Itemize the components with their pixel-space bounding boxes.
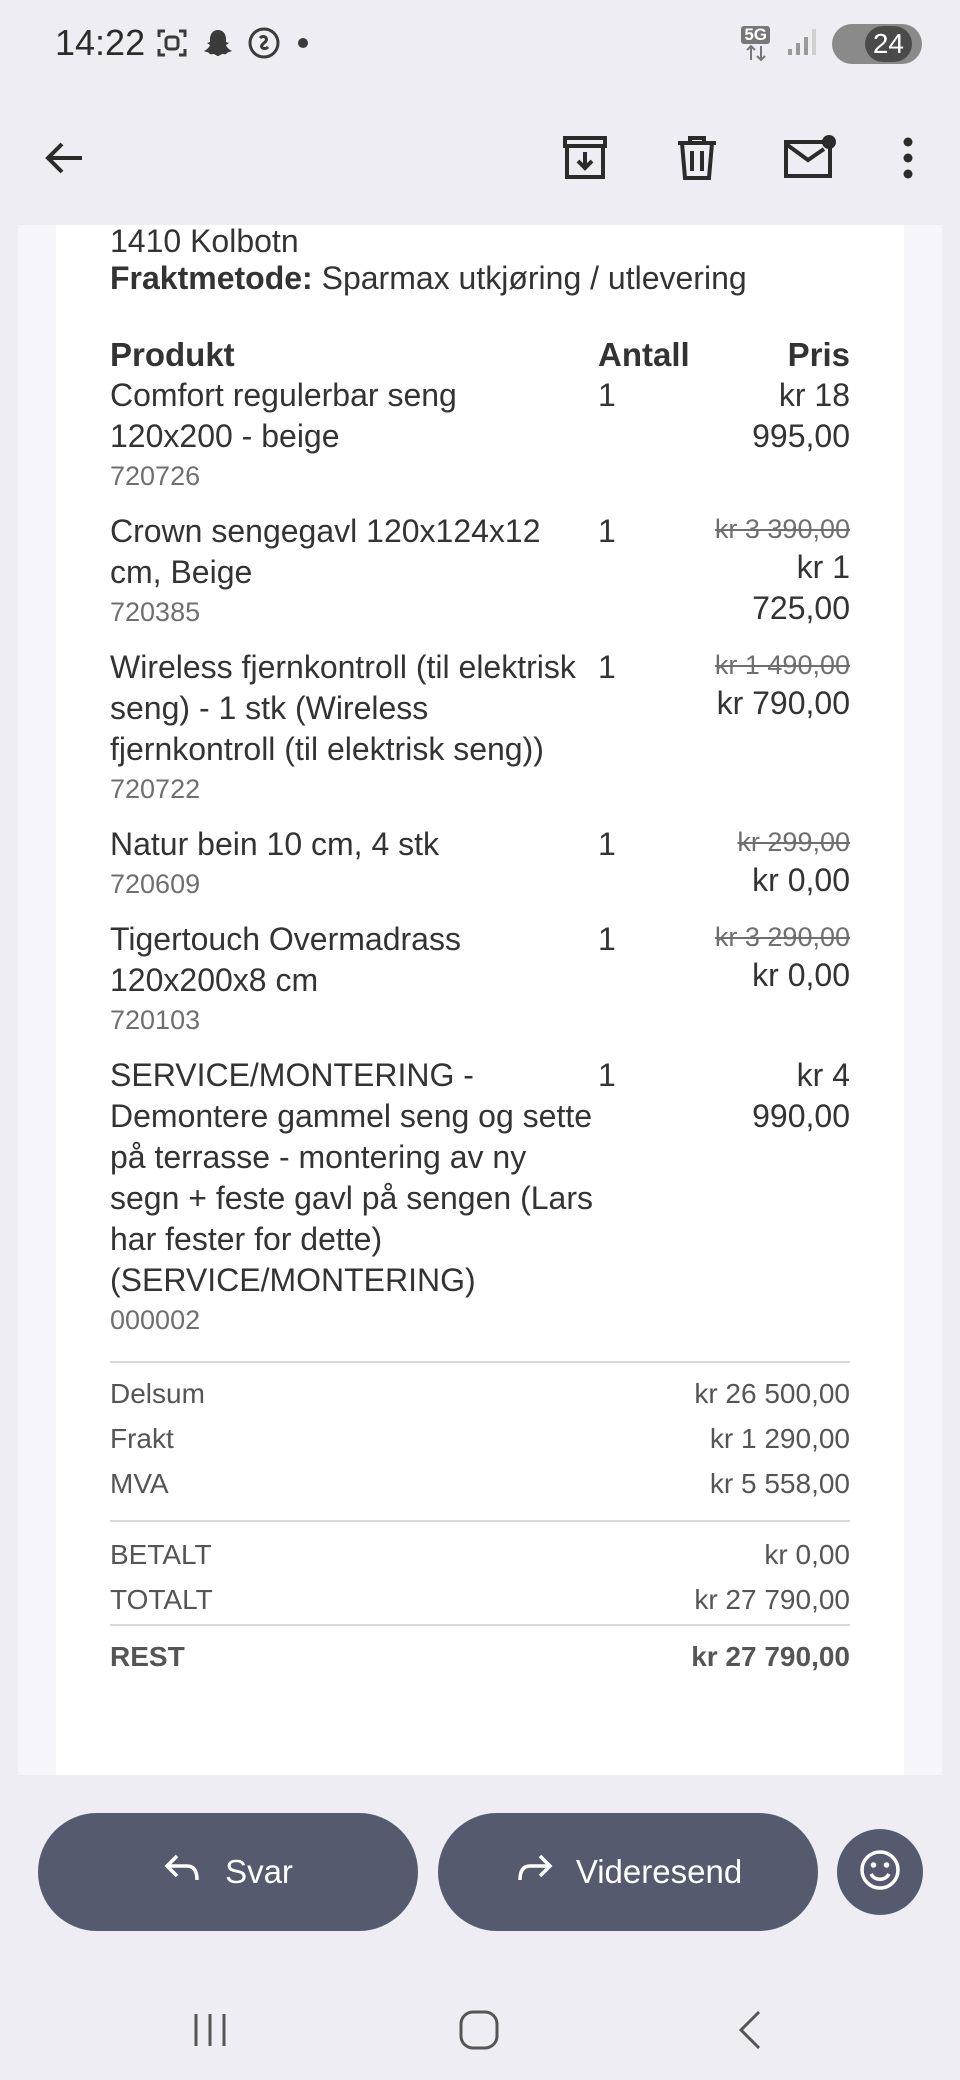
item-name: Crown sengegavl 120x124x12 cm, Beige <box>110 513 541 590</box>
subtotal-row <box>110 1371 850 1416</box>
subtotal-value: kr 26 500,00 <box>694 1378 850 1409</box>
item-old-price: kr 3 290,00 <box>714 922 850 952</box>
shipping-row <box>110 1416 850 1461</box>
reply-label: Svar <box>225 1853 293 1890</box>
header-product: Produkt <box>110 336 235 373</box>
shazam-icon <box>247 26 281 65</box>
forward-label: Videresend <box>575 1853 743 1890</box>
address-line: 1410 Kolbotn <box>110 223 299 259</box>
reply-button[interactable] <box>38 1813 418 1931</box>
shipping-method <box>110 258 850 299</box>
total-value: kr 27 790,00 <box>694 1584 850 1615</box>
totals-section <box>110 1361 850 1679</box>
status-notification-icons <box>155 26 313 65</box>
status-system-icons <box>741 24 922 64</box>
item-sku: 720722 <box>110 774 201 804</box>
item-sku: 720385 <box>110 597 201 627</box>
signal-icon <box>784 25 818 64</box>
archive-icon[interactable] <box>555 128 615 188</box>
paid-label: BETALT <box>110 1539 212 1570</box>
header-price: Pris <box>787 336 850 373</box>
item-qty: 1 <box>598 513 616 549</box>
item-qty: 1 <box>598 1057 616 1093</box>
dot-icon <box>293 26 313 65</box>
rest-label: REST <box>110 1641 185 1672</box>
rest-value: kr 27 790,00 <box>691 1641 850 1672</box>
paid-total-group <box>110 1520 850 1622</box>
subtotal-label: Delsum <box>110 1378 205 1409</box>
shipping-label: Frakt <box>110 1423 174 1454</box>
item-old-price: kr 3 390,00 <box>714 514 850 544</box>
item-price: kr 790,00 <box>716 685 850 721</box>
item-name: SERVICE/MONTERING - Demontere gammel seng og sette på terrasse - montering av ny segn + feste gavl på sengen (Lars har fester for dette) (SERVICE/MONTERING) <box>110 1057 593 1298</box>
item-sku: 720726 <box>110 461 201 491</box>
item-name: Tigertouch Overmadrass 120x200x8 cm <box>110 921 461 998</box>
trash-icon[interactable] <box>667 128 727 188</box>
item-price: kr 18 995,00 <box>752 377 850 454</box>
item-qty: 1 <box>598 377 616 413</box>
status-time: 14:22 <box>55 22 146 63</box>
paid-row <box>110 1532 850 1577</box>
app-bar <box>0 90 960 225</box>
home-icon[interactable] <box>449 2002 509 2058</box>
snapchat-icon <box>201 26 235 65</box>
rest-row <box>110 1634 850 1679</box>
item-sku: 720609 <box>110 869 201 899</box>
back-icon[interactable] <box>720 2002 780 2058</box>
item-price: kr 0,00 <box>752 957 850 993</box>
back-arrow-icon[interactable] <box>34 128 94 188</box>
item-qty: 1 <box>598 921 616 957</box>
system-nav-bar <box>0 1980 960 2080</box>
email-body[interactable] <box>18 225 942 1775</box>
item-qty: 1 <box>598 649 616 685</box>
forward-button[interactable] <box>438 1813 818 1931</box>
recents-icon[interactable] <box>180 2002 240 2058</box>
item-price: kr 4 990,00 <box>752 1057 850 1134</box>
table-row <box>110 647 850 824</box>
total-label: TOTALT <box>110 1584 213 1615</box>
table-header-row <box>110 335 850 375</box>
shipping-value: kr 1 290,00 <box>709 1423 850 1454</box>
item-sku: 000002 <box>110 1305 201 1335</box>
item-sku: 720103 <box>110 1005 201 1035</box>
item-old-price: kr 299,00 <box>737 827 850 857</box>
item-price: kr 1 725,00 <box>752 549 850 626</box>
reply-icon <box>163 1850 203 1894</box>
vat-row <box>110 1461 850 1506</box>
vat-value: kr 5 558,00 <box>709 1468 850 1499</box>
receipt-card <box>56 225 904 1775</box>
status-bar <box>0 0 960 90</box>
table-row <box>110 824 850 919</box>
screenshot-icon <box>155 26 189 65</box>
table-row <box>110 919 850 1055</box>
mark-unread-icon[interactable] <box>780 128 840 188</box>
item-price: kr 0,00 <box>752 862 850 898</box>
vat-label: MVA <box>110 1468 169 1499</box>
emoji-icon <box>858 1848 902 1897</box>
forward-icon <box>514 1850 554 1894</box>
more-vert-icon[interactable] <box>878 128 938 188</box>
item-name: Natur bein 10 cm, 4 stk <box>110 826 440 862</box>
item-qty: 1 <box>598 826 616 862</box>
item-name: Comfort regulerbar seng 120x200 - beige <box>110 377 457 454</box>
battery-level: 24 <box>865 26 912 62</box>
header-qty: Antall <box>598 336 690 373</box>
item-old-price: kr 1 490,00 <box>714 650 850 680</box>
item-name: Wireless fjernkontroll (til elektrisk seng) - 1 stk (Wireless fjernkontroll (til elektrisk seng)) <box>110 649 576 767</box>
shipping-method-label: Fraktmetode: <box>110 260 313 296</box>
emoji-reaction-button[interactable] <box>837 1829 923 1915</box>
paid-value: kr 0,00 <box>764 1539 850 1570</box>
total-row <box>110 1577 850 1622</box>
shipping-method-value: Sparmax utkjøring / utlevering <box>312 260 747 296</box>
rest-group <box>110 1624 850 1679</box>
table-row <box>110 511 850 647</box>
order-items-table <box>110 335 850 1355</box>
table-row <box>110 1055 850 1355</box>
network-5g-icon: 5G <box>741 26 770 62</box>
table-row <box>110 375 850 511</box>
battery-icon <box>832 24 922 64</box>
